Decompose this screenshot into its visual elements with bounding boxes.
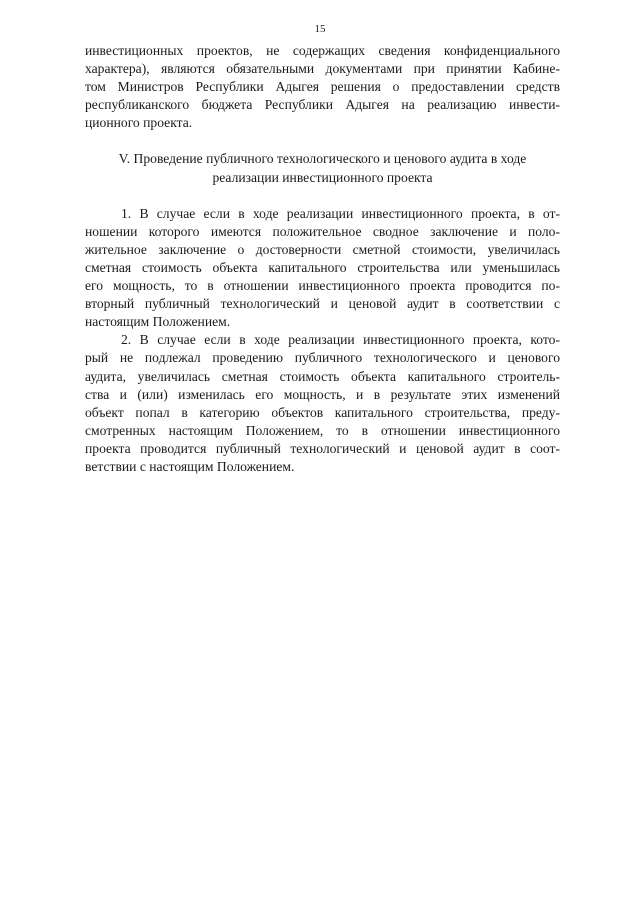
text-line: вторный публичный технологический и ценовой аудит в соответствии с xyxy=(85,296,560,312)
text-line: характера), являются обязательными документами при принятии Кабине- xyxy=(85,61,560,77)
paragraph-2 xyxy=(85,331,560,476)
text-line: ветствии с настоящим Положением. xyxy=(85,458,295,474)
text-line: ства и (или) изменилась его мощность, и в результате этих изменений xyxy=(85,386,560,402)
text-line: инвестиционных проектов, не содержащих сведения конфиденциального xyxy=(85,43,560,58)
text-line: жительное заключение о достоверности сметной стоимости, увеличилась xyxy=(85,241,560,257)
text-line: объект попал в категорию объектов капитального строительства, преду- xyxy=(85,404,560,420)
heading-line: реализации инвестиционного проекта xyxy=(212,169,433,185)
intro-paragraph xyxy=(85,42,560,132)
text-line: аудита, увеличилась сметная стоимость объекта капитального строитель- xyxy=(85,368,560,384)
text-line: его мощность, то в отношении инвестиционного проекта проводится по- xyxy=(85,278,560,294)
text-line: 2. В случае если в ходе реализации инвестиционного проекта, кото- xyxy=(121,332,560,348)
text-line: том Министров Республики Адыгея решения о предоставлении средств xyxy=(85,79,560,95)
text-line: республиканского бюджета Республики Адыгея на реализацию инвести- xyxy=(85,97,560,113)
paragraph-1 xyxy=(85,205,560,332)
text-line: сметная стоимость объекта капитального строительства или уменьшилась xyxy=(85,259,560,275)
text-line: рый не подлежал проведению публичного технологического и ценового xyxy=(85,350,560,366)
heading-line: V. Проведение публичного технологического и ценового аудита в ходе xyxy=(118,151,527,167)
text-line: смотренных настоящим Положением, то в отношении инвестиционного xyxy=(85,422,560,438)
text-line: ношении которого имеются положительное сводное заключение и поло- xyxy=(85,223,560,239)
text-line: 1. В случае если в ходе реализации инвестиционного проекта, в от- xyxy=(121,205,560,221)
text-line: настоящим Положением. xyxy=(85,314,231,330)
document-body xyxy=(85,42,560,476)
section-heading xyxy=(85,150,560,186)
text-line: ционного проекта. xyxy=(85,115,193,131)
text-line: проекта проводится публичный технологический и ценовой аудит в соот- xyxy=(85,440,560,456)
page-number: 15 xyxy=(314,23,326,35)
